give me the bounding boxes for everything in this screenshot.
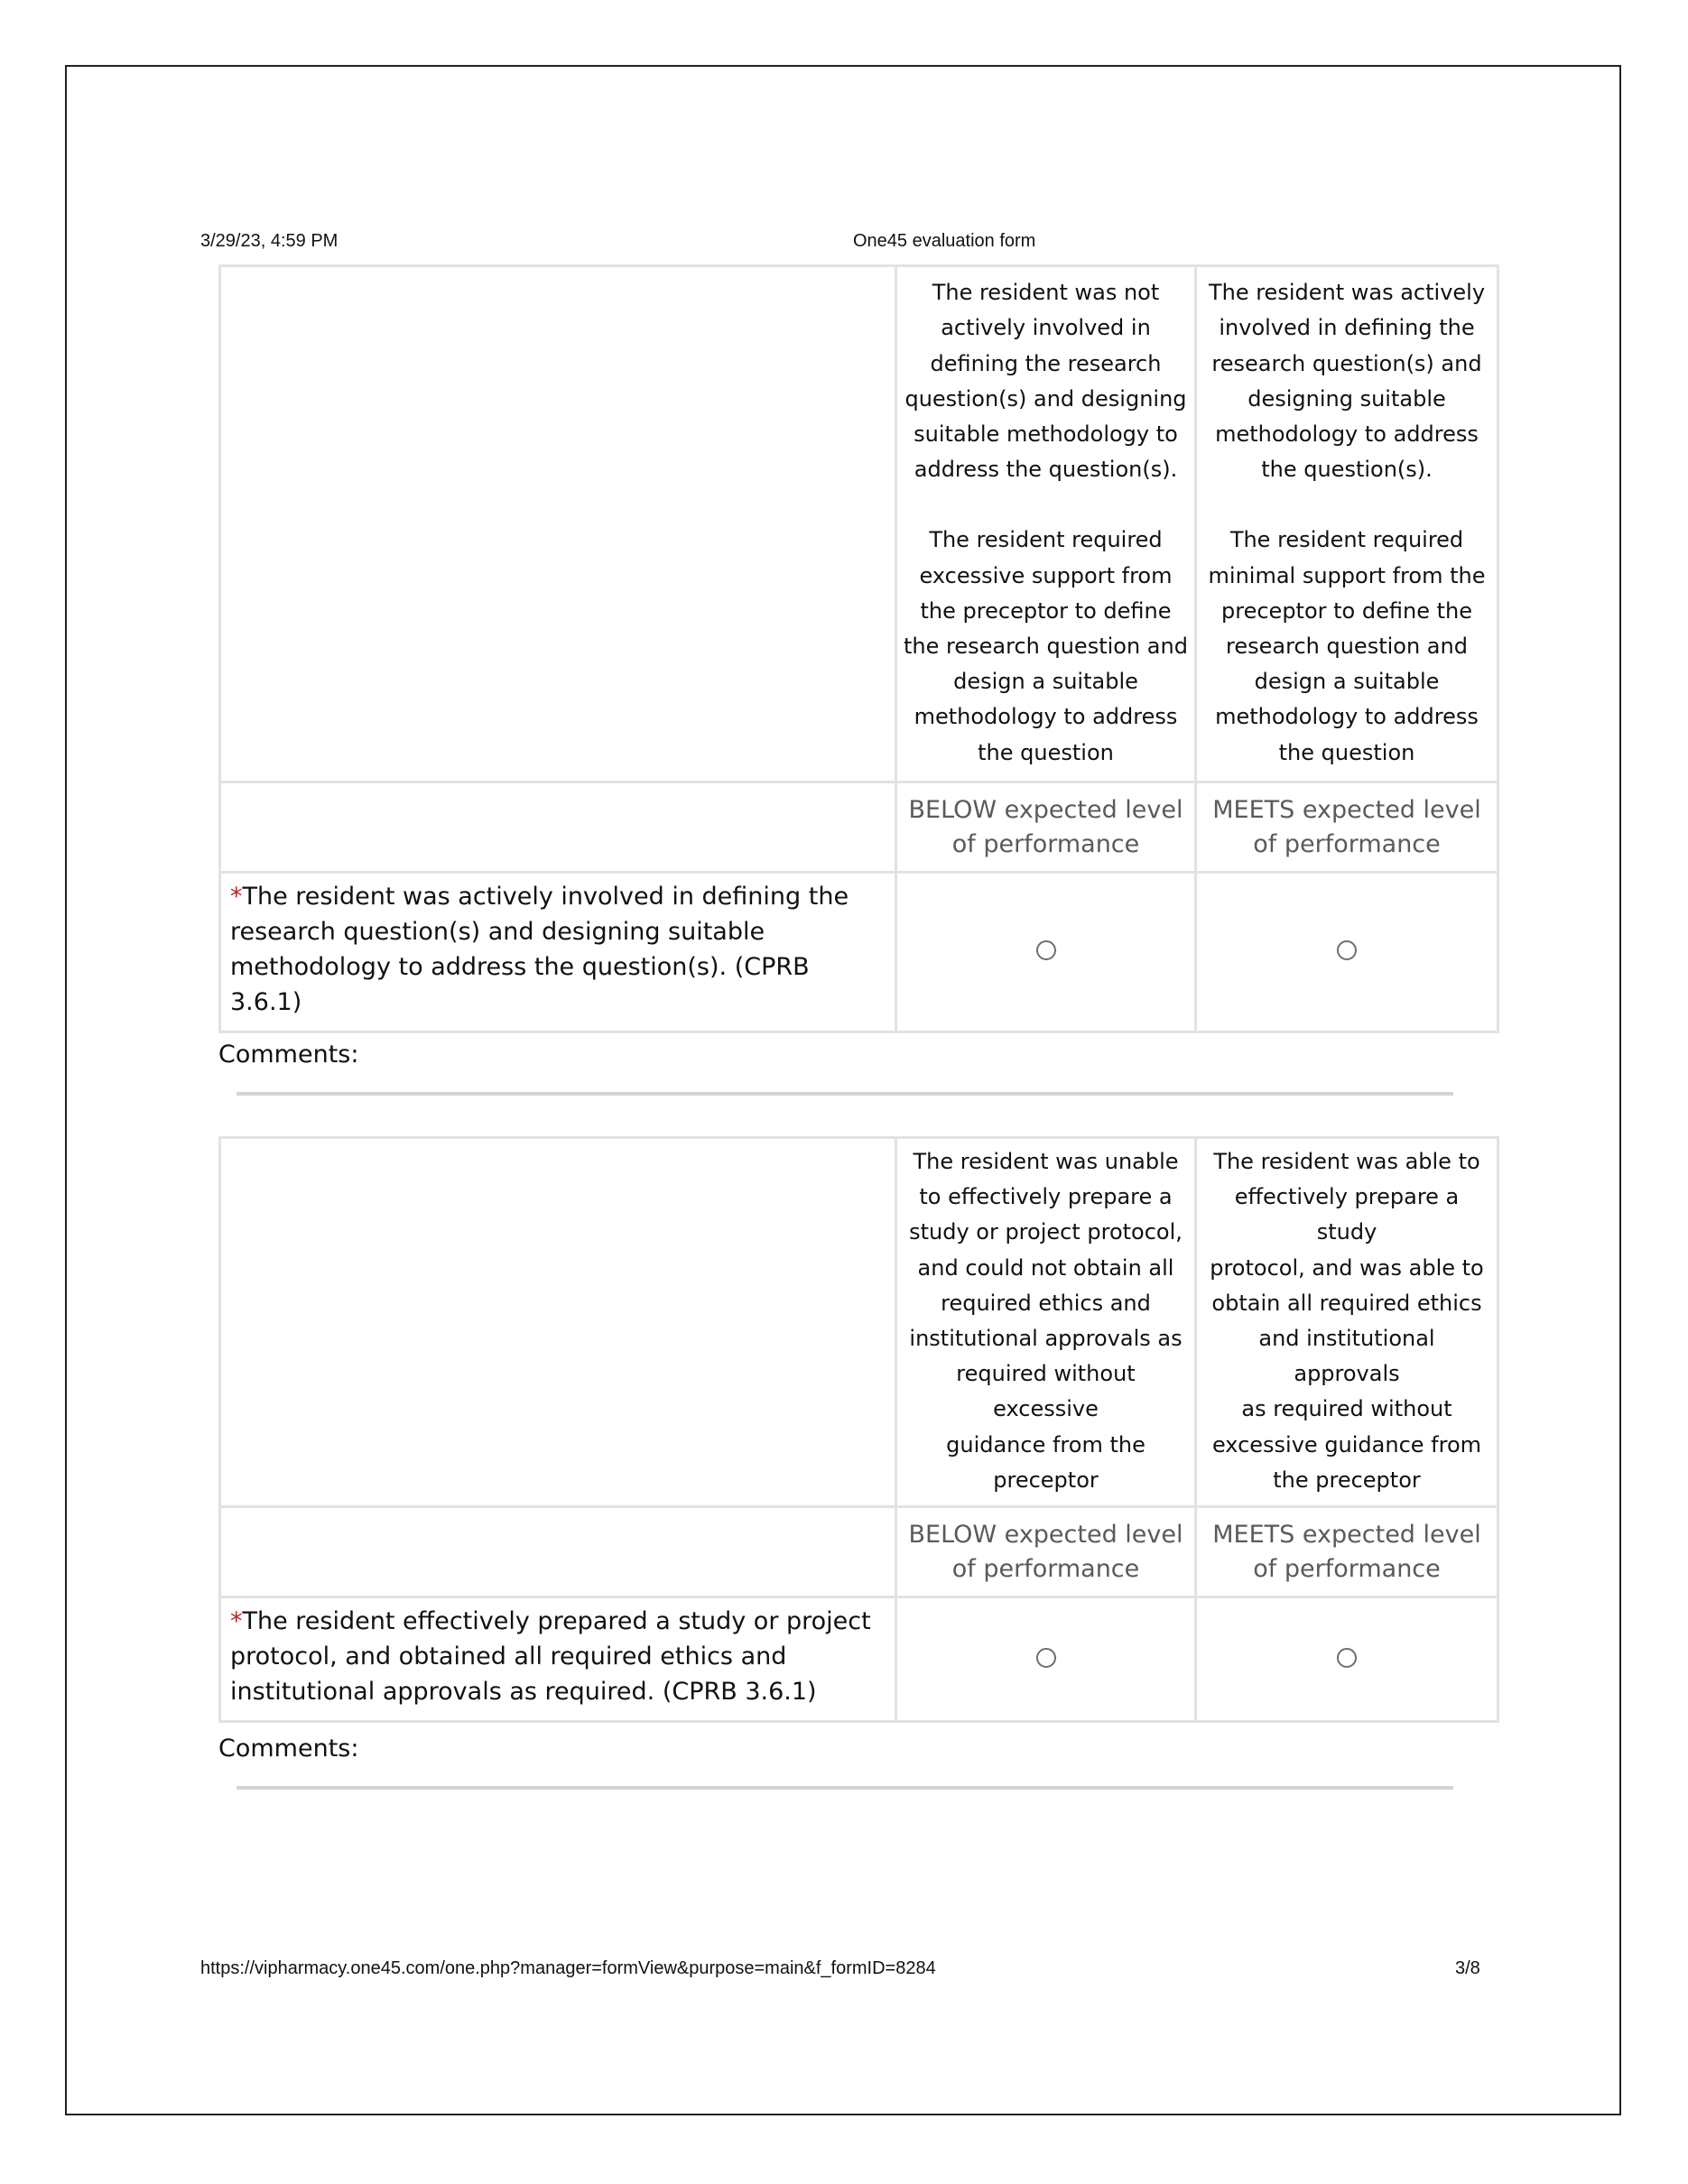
below-level-label-2: BELOW expected level of performance [896, 1507, 1196, 1597]
blank-cell [220, 1507, 896, 1597]
below-description-1-part-1: The resident was not actively involved in defining the research question(s) and designing suitable methodology to address the question(s). [904, 280, 1187, 483]
meets-level-label-1: MEETS expected level of performance [1196, 782, 1498, 873]
question-text-1: The resident was actively involved in defining the research question(s) and designing suitable methodology to address the question(s). (CPRB 3.6.1) [230, 883, 849, 1016]
meets-description-2 [1196, 1138, 1498, 1507]
blank-cell [220, 782, 896, 873]
question-cell-2 [220, 1597, 896, 1722]
comments-field-1[interactable] [237, 1092, 1453, 1096]
print-datetime: 3/29/23, 4:59 PM [200, 231, 339, 251]
page-number: 3/8 [1455, 1958, 1480, 1978]
meets-radio-1[interactable] [1337, 940, 1357, 960]
below-radio-2[interactable] [1036, 1648, 1056, 1668]
meets-description-1-part-2: The resident required minimal support from the preceptor to define the research question and design a suitable methodology to address the question [1208, 527, 1486, 765]
blank-cell [220, 1138, 896, 1507]
question-cell-1 [220, 873, 896, 1032]
below-radio-cell-1 [896, 873, 1196, 1032]
comments-label-2: Comments: [218, 1735, 359, 1763]
print-title: One45 evaluation form [853, 231, 1036, 251]
below-level-label-1: BELOW expected level of performance [896, 782, 1196, 873]
meets-radio-2[interactable] [1337, 1648, 1357, 1668]
evaluation-table-1 [218, 264, 1499, 1033]
below-description-1 [896, 266, 1196, 782]
below-radio-1[interactable] [1036, 940, 1056, 960]
meets-description-2-part-1: The resident was able to effectively prepare a study protocol, and was able to obtain all required ethics and institutional approvals as required without excessive guidance from the preceptor [1210, 1149, 1484, 1493]
evaluation-table-2 [218, 1136, 1499, 1723]
meets-description-1 [1196, 266, 1498, 782]
question-text-2: The resident effectively prepared a study or project protocol, and obtained all required ethics and institutional approvals as required. (CPRB 3.6.1) [230, 1607, 871, 1707]
required-asterisk: * [230, 1607, 243, 1636]
meets-radio-cell-2 [1196, 1597, 1498, 1722]
meets-radio-cell-1 [1196, 873, 1498, 1032]
blank-cell [220, 266, 896, 782]
below-description-2-part-1: The resident was unable to effectively prepare a study or project protocol, and could not obtain all required ethics and institutional approvals as required without excessive guidance from the preceptor [909, 1149, 1183, 1493]
print-url: https://vipharmacy.one45.com/one.php?manager=formView&purpose=main&f_formID=8284 [200, 1958, 936, 1978]
below-description-1-part-2: The resident required excessive support from the preceptor to define the research question and design a suitable methodology to address the question [904, 527, 1188, 765]
comments-field-2[interactable] [237, 1786, 1453, 1790]
comments-label-1: Comments: [218, 1041, 359, 1069]
meets-description-1-part-1: The resident was actively involved in defining the research question(s) and designing suitable methodology to address the question(s). [1208, 280, 1486, 483]
required-asterisk: * [230, 883, 243, 911]
meets-level-label-2: MEETS expected level of performance [1196, 1507, 1498, 1597]
below-radio-cell-2 [896, 1597, 1196, 1722]
below-description-2 [896, 1138, 1196, 1507]
